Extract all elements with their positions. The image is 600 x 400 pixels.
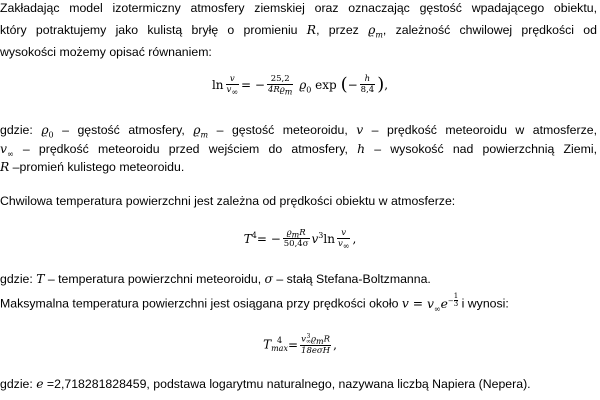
paragraph-3: [0, 193, 455, 209]
text-span: – wysokość nad powierzchnią Ziemi,: [365, 142, 598, 156]
text-span: – stałą Stefana-Boltzmanna.: [272, 272, 431, 286]
math-T4: $T^4$: [243, 230, 257, 246]
math-equals: = −: [256, 231, 281, 246]
text-span: , przez: [316, 23, 359, 37]
paragraph-2-line-2: [0, 141, 597, 157]
math-var-R: R: [0, 160, 10, 174]
math-ln: ln: [211, 77, 224, 92]
text-span: gdzie:: [0, 377, 37, 391]
fraction-v-over-vinf: $\frac{v}{v_\infty}$: [337, 228, 350, 251]
text-span: Chwilowa temperatura powierzchni jest zależna od prędkości obiektu w atmosferze:: [0, 194, 456, 208]
math-equals: =: [408, 296, 427, 311]
math-comma: ,: [352, 231, 357, 246]
text-span: , zależność chwilowej prędkości od: [382, 23, 597, 37]
paragraph-5: [0, 376, 531, 392]
math-T4-max: T 4 max: [263, 335, 288, 353]
paragraph-4-line-1: [0, 271, 431, 287]
paragraph-2-line-1: [0, 122, 597, 138]
paragraph-1-line-1: [0, 0, 597, 16]
math-ln: ln: [323, 231, 335, 246]
paren-open: (: [340, 74, 348, 95]
text-span: i wynosi:: [458, 296, 509, 311]
text-span: – gęstość atmosfery,: [53, 123, 194, 137]
math-exp: exp: [315, 77, 337, 92]
math-comma: ,: [333, 337, 337, 352]
text-span: gdzie:: [0, 272, 37, 286]
fraction-coefficient: $\frac{25,2}{4Rϱ_m}$: [267, 74, 293, 97]
text-span: gdzie:: [0, 123, 42, 137]
math-v3: $v^3$: [311, 230, 324, 246]
text-span: – gęstość meteoroidu,: [208, 123, 357, 137]
paragraph-2-line-3: [0, 159, 184, 175]
math-var-R: R: [306, 23, 317, 37]
equation-1: [0, 74, 600, 95]
math-var-h: h: [357, 142, 366, 156]
text-span: wysokości możemy opisać równaniem:: [0, 45, 212, 59]
text-span: Maksymalna temperatura powierzchni jest osiągana przy prędkości około: [0, 296, 402, 311]
paragraph-1-line-3: [0, 44, 212, 60]
math-equals: = −: [241, 77, 265, 92]
fraction-h: $\frac{h}{8,4}$: [360, 74, 375, 95]
fraction-tmax: v 3 ∞ $ϱ_mR$ 18eσH: [301, 333, 331, 356]
math-e-power: $e^{- \frac{1}{3}}$: [440, 292, 459, 311]
math-var-e: e: [36, 377, 44, 391]
math-rho-m: $ϱ_m$: [368, 23, 383, 40]
math-minus: −: [347, 77, 358, 92]
math-v-inf: $v_\infty$: [426, 296, 441, 314]
paren-close: ): [377, 74, 385, 95]
text-span: –promień kulistego meteoroidu.: [9, 160, 185, 174]
text-span: – prędkość meteoroidu w atmosferze,: [363, 123, 597, 137]
math-var-v: v: [401, 296, 409, 311]
math-rho-m: $ϱ_m$: [193, 123, 209, 140]
text-span: który potraktujemy jako kulistą bryłę o promieniu: [0, 23, 298, 37]
text-span: – temperatura powierzchni meteoroidu,: [44, 272, 265, 286]
fraction-v-over-vinf: $\frac{v}{v_\infty}$: [226, 74, 239, 97]
math-rho-0: $ϱ_0$: [41, 123, 54, 140]
math-v-inf: $v_\infty$: [0, 142, 14, 159]
math-rho-0: $ϱ_0$: [299, 77, 312, 94]
fraction-rho-R: $\frac{ϱ_mR}{50,4\sigma}$: [283, 228, 309, 249]
math-var-v: v: [356, 123, 364, 137]
math-comma: ,: [384, 77, 389, 92]
text-span: – prędkość meteoroidu przed wejściem do atmosfery,: [13, 142, 358, 156]
paragraph-1-line-2: [0, 22, 597, 38]
text-span: Zakładając model izotermiczny atmosfery ziemskiej oraz oznaczając gęstość wpadającego obiektu,: [0, 1, 597, 15]
paragraph-4-line-2: [0, 293, 509, 312]
equation-3: [0, 334, 600, 356]
math-sigma: σ: [264, 272, 273, 286]
text-span: =2,718281828459, podstawa logarytmu naturalnego, nazywana liczbą Napiera (Nepera).: [43, 377, 531, 391]
math-equals: =: [287, 337, 299, 352]
math-var-T: T: [36, 272, 45, 286]
equation-2: [0, 228, 600, 249]
